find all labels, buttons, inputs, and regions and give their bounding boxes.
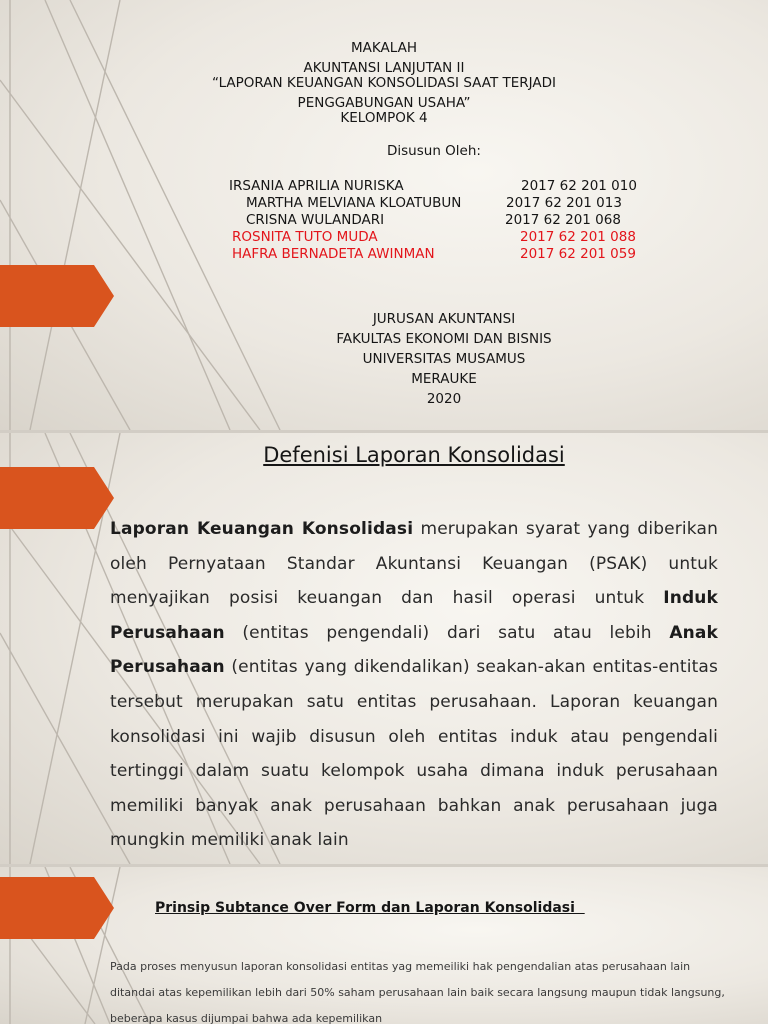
title-line-4: PENGGABUNGAN USAHA” xyxy=(297,95,471,111)
slide-principle xyxy=(0,867,768,1024)
orange-arrow-icon xyxy=(0,877,114,939)
term-anak-perusahaan: Anak Perusahaan xyxy=(110,622,718,678)
member-name-1: IRSANIA APRILIA NURISKA xyxy=(229,178,404,194)
definition-title: Defenisi Laporan Konsolidasi xyxy=(263,443,565,467)
member-name-4: ROSNITA TUTO MUDA xyxy=(232,229,378,245)
term-laporan-konsolidasi: Laporan Keuangan Konsolidasi xyxy=(110,519,414,539)
institution-line-5: 2020 xyxy=(426,391,462,407)
institution-line-4: MERAUKE xyxy=(411,371,477,387)
member-nim-5: 2017 62 201 059 xyxy=(520,246,636,262)
principle-title: Prinsip Subtance Over Form dan Laporan Konsolidasi xyxy=(155,900,585,916)
member-nim-2: 2017 62 201 013 xyxy=(506,195,622,211)
paragraph-text-1: merupakan syarat yang diberikan oleh Pernyataan Standar Akuntansi Keuangan (PSAK) untuk menyajikan posisi keuangan dan hasil operasi untuk xyxy=(110,519,718,609)
author-heading: Disusun Oleh: xyxy=(387,143,481,159)
principle-paragraph: Pada proses menyusun laporan konsolidasi entitas yag memeiliki hak pengendalian atas perusahaan lain ditandai atas kepemilikan lebih dari 50% saham perusahaan lain baik secara langsung maupun tidak langsung, beberapa kasus dijumpai bahwa ada kepemilikan xyxy=(110,960,725,1024)
title-line-1: MAKALAH xyxy=(351,40,417,56)
member-nim-1: 2017 62 201 010 xyxy=(521,178,637,194)
title-line-2: AKUNTANSI LANJUTAN II xyxy=(303,60,465,76)
institution-line-3: UNIVERSITAS MUSAMUS xyxy=(362,351,526,367)
member-name-3: CRISNA WULANDARI xyxy=(246,212,385,228)
title-line-3: “LAPORAN KEUANGAN KONSOLIDASI SAAT TERJADI xyxy=(212,75,556,91)
definition-paragraph xyxy=(110,512,718,858)
slide-definition xyxy=(0,433,768,864)
slide-title xyxy=(0,0,768,430)
member-nim-4: 2017 62 201 088 xyxy=(520,229,636,245)
orange-arrow-icon xyxy=(0,467,114,529)
title-line-5: KELOMPOK 4 xyxy=(340,110,428,126)
institution-line-1: JURUSAN AKUNTANSI xyxy=(372,311,516,327)
paragraph-text-2: (entitas pengendali) dari satu atau lebih xyxy=(224,622,670,643)
paragraph-text-3: (entitas yang dikendalikan) seakan-akan entitas-entitas tersebut merupakan satu entitas perusahaan. Laporan keuangan konsolidasi ini wajib disusun oleh entitas induk atau pengendali tertinggi dalam suatu kelompok usaha dimana induk perusahaan memiliki banyak anak perusahaan bahkan anak perusahaan juga mungkin memiliki anak lain xyxy=(110,657,718,851)
institution-line-2: FAKULTAS EKONOMI DAN BISNIS xyxy=(336,331,552,347)
term-induk-perusahaan: Induk Perusahaan xyxy=(110,588,718,643)
member-name-5: HAFRA BERNADETA AWINMAN xyxy=(232,246,435,262)
member-name-2: MARTHA MELVIANA KLOATUBUN xyxy=(246,195,462,211)
member-nim-3: 2017 62 201 068 xyxy=(505,212,621,228)
